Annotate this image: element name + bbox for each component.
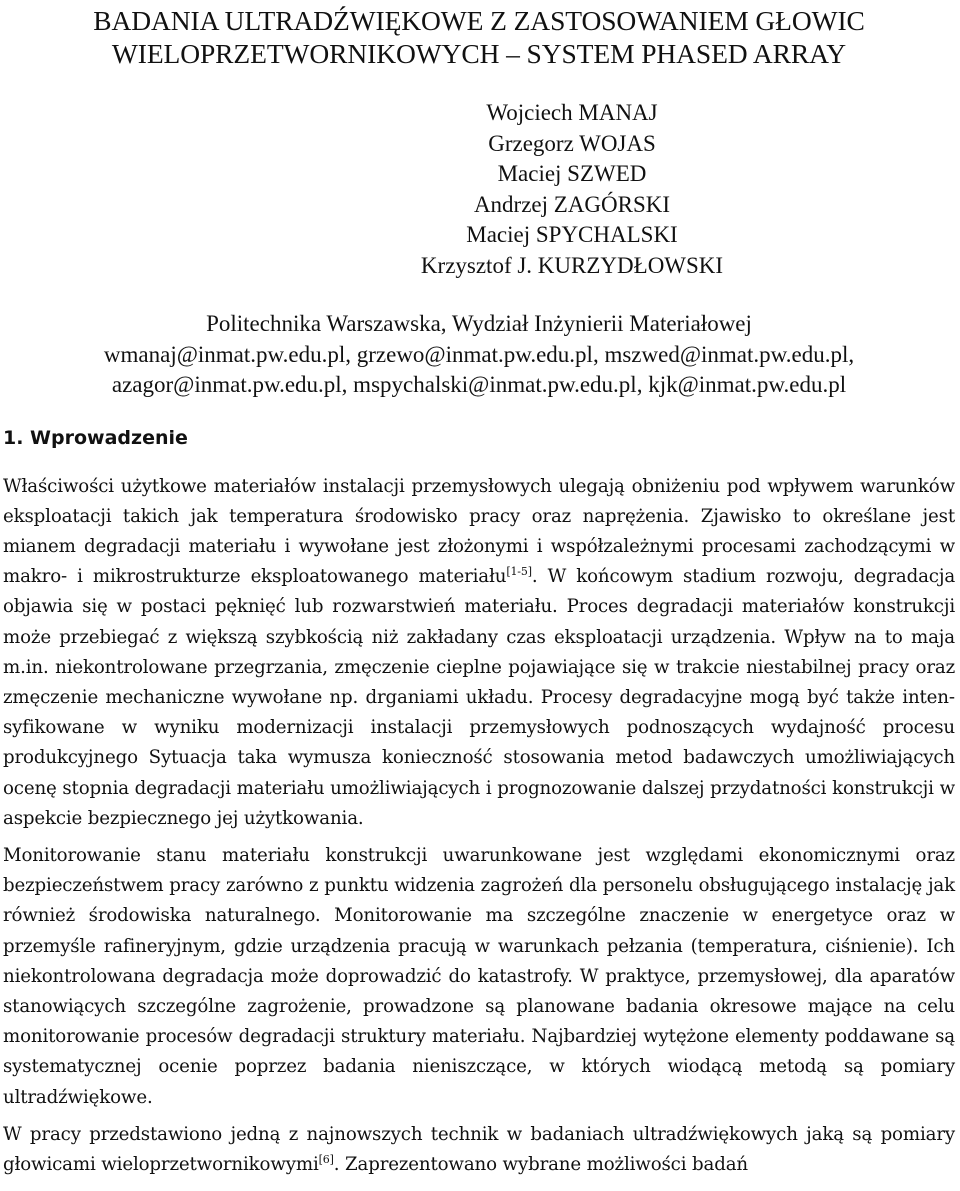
email-list-line-1: wmanaj@inmat.pw.edu.pl, grzewo@inmat.pw.edu.pl, mszwed@inmat.pw.edu.pl,	[103, 341, 855, 367]
author-name: Krzysztof J. KURZYDŁOWSKI	[420, 252, 724, 278]
author-list	[3, 98, 955, 281]
title-line-2: WIELOPRZETWORNIKOWYCH – SYSTEM PHASED ARRAY	[111, 38, 847, 69]
paragraph-text: . Zaprezentowano wybrane możliwości badań	[333, 1153, 748, 1175]
title-line-1: BADANIA ULTRADŹWIĘKOWE Z ZASTOSOWANIEM GŁOWIC	[93, 5, 865, 36]
citation-ref: [1-5]	[506, 565, 532, 579]
body-paragraph-2: Monitorowanie stanu materiału konstrukcji uwarunkowane jest względami ekonomicznymi oraz bezpieczeństwem pracy zarówno z punktu widzenia zagrożeń dla personelu obsługującego instalację jak również środowiska naturalnego. Monitorowanie ma szczególne znaczenie w energetyce oraz w przemyśle rafineryjnym, gdzie urządzenia pracują w warunkach pełzania (temperatura, ciśnienie). Ich niekontrolowana degradacja może doprowadzić do katastrofy. W praktyce, przemysłowej, dla aparatów stanowiących szczególne zagrożenie, prowadzone są planowane badania okresowe mające na celu monitorowanie procesów degradacji struktury materiału. Najbardziej wytężone elementy poddawane są systematycznej ocenie poprzez badania nieniszczące, w których wiodącą metodą są pomiary ultradźwiękowe.	[3, 844, 955, 1108]
author-name: Wojciech MANAJ	[486, 100, 658, 125]
citation-ref: [6]	[318, 1152, 334, 1166]
author-name: Maciej SPYCHALSKI	[466, 222, 678, 247]
author-name: Grzegorz WOJAS	[488, 130, 656, 156]
paragraph-text: . W końcowym stadium rozwoju, degradacja objawia się w postaci pęknięć lub rozwarstwień materiału. Proces degradacji materiałów konstrukcji może przebiegać z większą szybkością niż zakładany czas eksploatacji urządzenia. Wpływ na to maja m.in. niekontrolowane przegrzania, zmęczenie cieplne pojawiające się w trakcie niestabilnej pracy oraz zmęczenie mechaniczne wywołane np. drganiami układu. Procesy degradacyjne mogą być także intensyfikowane w wyniku modernizacji instalacji przemysłowych podnoszących wydajność procesu produkcyjnego Sytuacja taka wymusza konieczność stosowania metod badawczych umożliwiających ocenę stopnia degradacji materiału umożliwiających i prognozowanie dalszej przydatności konstrukcji w aspekcie bezpiecznego jej użytkowania.	[3, 566, 956, 829]
author-name: Andrzej ZAGÓRSKI	[473, 191, 671, 217]
paper-title	[3, 0, 955, 70]
institution-name: Politechnika Warszawska, Wydział Inżynierii Materiałowej	[206, 311, 752, 336]
paragraph-text: W pracy przedstawiono jedną z najnowszych technik w badaniach ultradźwiękowych jaką są pomiary głowicami wieloprzetwornikowymi	[3, 1123, 955, 1175]
section-heading: 1. Wprowadzenie	[3, 426, 188, 449]
body-paragraph-3	[3, 1120, 955, 1180]
author-name: Maciej SZWED	[497, 161, 647, 186]
paragraph-text: Właściwości użytkowe materiałów instalacji przemysłowych ulegają obniżeniu pod wpływem warunków eksploatacji takich jak temperatura środowisko pracy oraz naprężenia. Zjawisko to określane jest mianem degradacji materiału i wywołane jest złożonymi i współzależnymi procesami zachodzącymi w makro- i mikrostrukturze eksploatowanego materiału	[3, 475, 955, 588]
email-list-line-2: azagor@inmat.pw.edu.pl, mspychalski@inmat.pw.edu.pl, kjk@inmat.pw.edu.pl	[111, 372, 847, 397]
affiliation-block	[3, 309, 955, 401]
body-paragraph-1	[3, 472, 955, 834]
